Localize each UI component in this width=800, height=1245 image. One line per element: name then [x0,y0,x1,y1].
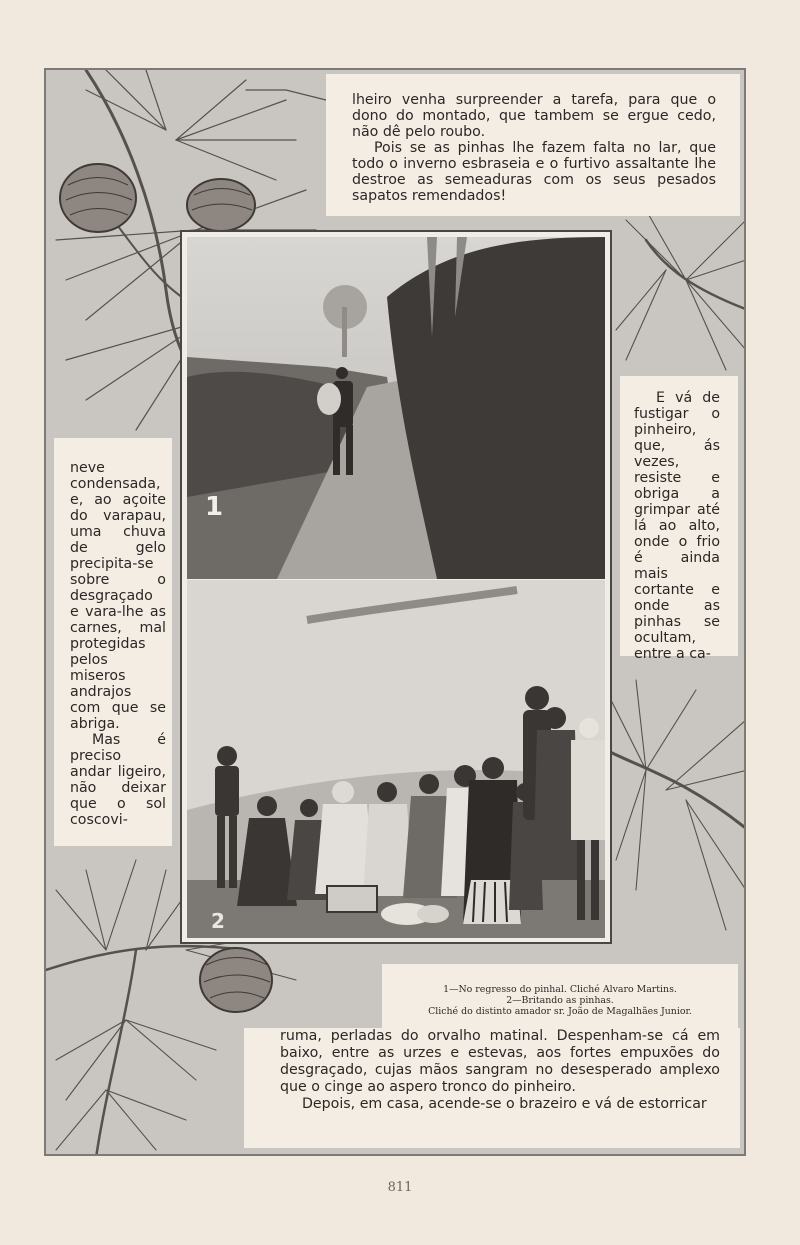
photo-number-2: 2 [211,909,225,933]
photo-cracking-pine-cones [187,580,605,938]
left-paragraph-1: neve condensada, e, ao açoite do varapau, uma chuva de gelo precipita-se sobre o desgraçado e vara-lhe as carnes, mal protegidas pelos miseros andrajos com que se abriga. [70,460,166,732]
caption-line-3: Cliché do distinto amador sr. João de Magalhães Junior. [428,1006,692,1017]
top-paragraph-1: lheiro venha surpreender a tarefa, para que o dono do montado, que tambem se ergue cedo, não dê pelo roubo. [352,92,716,140]
caption-line-1: 1—No regresso do pinhal. Cliché Alvaro Martins. [443,984,677,995]
left-paragraph-2: Mas é preciso andar ligeiro, não deixar que o sol coscovi- [70,732,166,828]
top-text-block [326,74,740,216]
photo-return-from-pine-grove [187,237,605,579]
bottom-paragraph-2: Depois, em casa, acende-se o brazeiro e vá de estorricar [302,1096,707,1112]
top-paragraph-2: Pois se as pinhas lhe fazem falta no lar, que todo o inverno esbraseia e o furtivo assaltante lhe destroe as semeaduras com os seus pesados sapatos remendados! [352,140,716,204]
caption-line-2: 2—Britando as pinhas. [506,995,614,1006]
photo-caption [382,964,738,1028]
photo-number-1: 1 [205,492,224,522]
bottom-paragraph-1: ruma, perladas do orvalho matinal. Despenham-se cá em baixo, entre as urzes e estevas, aos fortes empuxões do desgraçado, cujas mãos sangram no desesperado amplexo que o cinge ao aspero tronco do pinheiro. [280,1028,720,1095]
left-text-column [54,438,172,846]
bottom-text-block [244,1028,740,1148]
right-text-column [620,376,738,662]
page-number: 811 [387,1180,413,1195]
right-paragraph-1: E vá de fustigar o pinheiro, que, ás vezes, resiste e obriga a grimpar até lá ao alto, onde o frio é ainda mais cortante e onde as pinhas se ocultam, entre a ca- [634,390,720,662]
